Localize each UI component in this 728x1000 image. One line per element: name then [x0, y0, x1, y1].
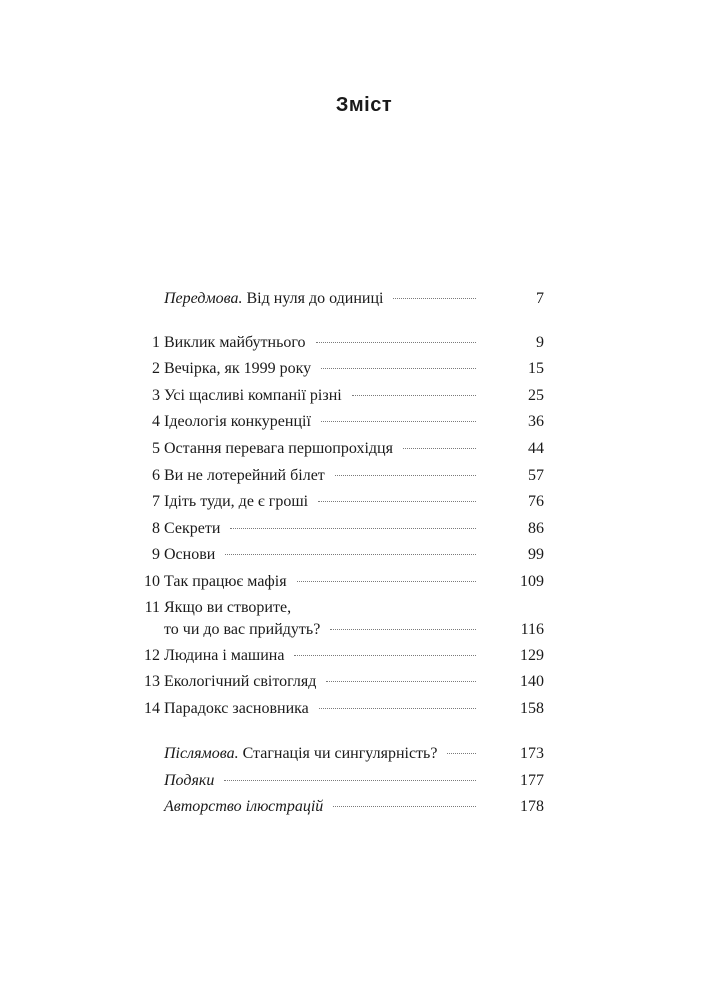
chapter-title: Усі щасливі компанії різні — [164, 387, 342, 404]
dot-leader — [321, 421, 476, 422]
dot-leader — [352, 395, 476, 396]
page-number: 9 — [536, 334, 544, 351]
page-number: 44 — [528, 440, 544, 457]
chapter-title: Екологічний світогляд — [164, 673, 317, 690]
chapter-number: 14 — [144, 700, 160, 717]
chapter-number: 7 — [152, 493, 160, 510]
credits-title: Авторство ілюстрацій — [164, 798, 324, 815]
page-number: 57 — [528, 467, 544, 484]
page-number: 99 — [528, 546, 544, 563]
page-number: 158 — [520, 700, 544, 717]
chapter-title: Вечірка, як 1999 року — [164, 360, 312, 377]
chapter-number: 1 — [152, 334, 160, 351]
chapter-title-line-1: Якщо ви створите, — [164, 599, 292, 616]
page-number: 7 — [536, 290, 544, 307]
chapter-title: Парадокс засновника — [164, 700, 309, 717]
chapter-number: 3 — [152, 387, 160, 404]
chapter-title: Людина і машина — [164, 647, 285, 664]
page-number: 86 — [528, 520, 544, 537]
page-number: 178 — [520, 798, 544, 815]
chapter-title: Ідеологія конкуренції — [164, 413, 311, 430]
preface-title: Від нуля до одиниці — [242, 290, 384, 307]
chapter-title: Ви не лотерейний білет — [164, 467, 325, 484]
page-number: 36 — [528, 413, 544, 430]
page-number: 140 — [520, 673, 544, 690]
dot-leader — [393, 298, 476, 299]
page-number: 25 — [528, 387, 544, 404]
chapter-title-line-2: то чи до вас прийдуть? — [164, 621, 321, 638]
dot-leader — [294, 655, 476, 656]
chapter-title: Секрети — [164, 520, 221, 537]
dot-leader — [330, 629, 476, 630]
chapter-number: 10 — [144, 573, 160, 590]
chapter-title: Остання перевага першопрохідця — [164, 440, 393, 457]
chapter-title: Виклик майбутнього — [164, 334, 306, 351]
page-number: 177 — [520, 772, 544, 789]
dot-leader — [224, 780, 476, 781]
chapter-number: 13 — [144, 673, 160, 690]
chapter-title: Ідіть туди, де є гроші — [164, 493, 309, 510]
chapter-title: Так працює мафія — [164, 573, 287, 590]
dot-leader — [316, 342, 476, 343]
dot-leader — [297, 581, 476, 582]
dot-leader — [447, 753, 476, 754]
preface-prefix: Передмова. — [164, 290, 243, 307]
dot-leader — [326, 681, 476, 682]
chapter-number: 12 — [144, 647, 160, 664]
dot-leader — [318, 501, 476, 502]
dot-leader — [319, 708, 476, 709]
afterword-title: Стагнація чи сингулярність? — [238, 745, 438, 762]
dot-leader — [403, 448, 476, 449]
page-number: 173 — [520, 745, 544, 762]
chapter-number: 2 — [152, 360, 160, 377]
chapter-title: Основи — [164, 546, 216, 563]
page-number: 15 — [528, 360, 544, 377]
dot-leader — [321, 368, 476, 369]
dot-leader — [225, 554, 476, 555]
page-title: Зміст — [335, 94, 393, 116]
page-number: 116 — [520, 621, 544, 638]
chapter-number: 4 — [152, 413, 160, 430]
afterword-prefix: Післямова. — [164, 745, 239, 762]
chapter-number: 5 — [152, 440, 160, 457]
dot-leader — [230, 528, 476, 529]
page-number: 76 — [528, 493, 544, 510]
chapter-number: 9 — [152, 546, 160, 563]
dot-leader — [333, 806, 476, 807]
page-number: 129 — [520, 647, 544, 664]
chapter-number: 6 — [152, 467, 160, 484]
dot-leader — [335, 475, 476, 476]
chapter-number: 8 — [152, 520, 160, 537]
acknowledgements-title: Подяки — [164, 772, 215, 789]
page-number: 109 — [520, 573, 544, 590]
chapter-number: 11 — [144, 599, 160, 616]
